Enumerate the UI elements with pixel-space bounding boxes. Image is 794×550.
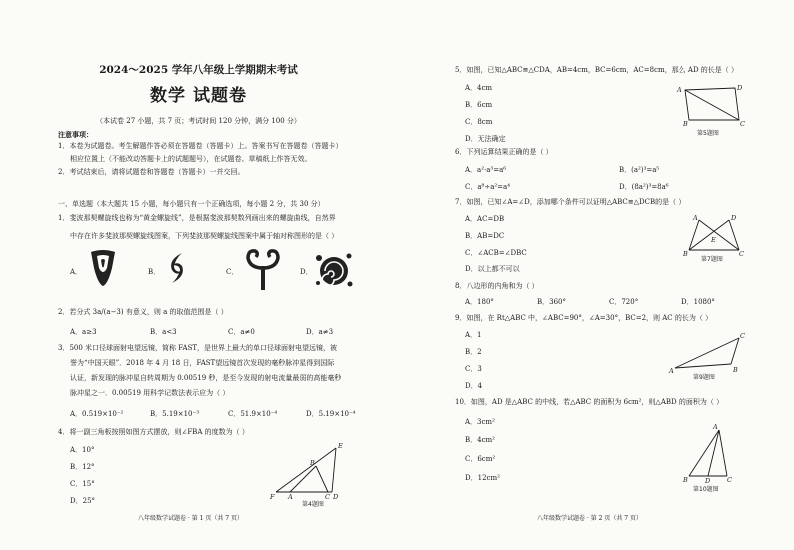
question-5-text: 5．如图，已知△ABC≌△CDA，AB=4cm，BC=6cm，AC=8cm，那么 AD 的长是（ ） — [455, 66, 739, 74]
point-label: D — [705, 477, 711, 485]
option-a: A．a²·a³=a⁶ — [465, 166, 507, 174]
point-label: C — [739, 250, 744, 258]
option-d: D．(8a²)³=8a⁶ — [619, 183, 669, 191]
option-a: A．AC=DB — [465, 215, 505, 223]
figure-caption: 第4题图 — [302, 501, 324, 508]
figure-q10 — [683, 424, 735, 486]
exam-title: 2024～2025 学年八年级上学期期末考试 — [99, 64, 298, 76]
figure-q9 — [669, 330, 749, 374]
option-c: C．3 — [465, 365, 482, 373]
option-c: C．a≠0 — [228, 328, 255, 336]
option-b: B．4cm² — [465, 436, 495, 444]
option-d: D． — [300, 268, 313, 276]
question-3-text: 3．500 米口径球面射电望远镜，简称 FAST，是世界上最大的单口径球面射电望远镜，被 — [58, 344, 338, 352]
option-a: A．4cm — [465, 84, 493, 92]
option-c: C．a⁸÷a²=a⁴ — [465, 183, 511, 191]
question-10-text: 10．如图，AD 是△ABC 的中线，若△ABC 的面积为 6cm²，则△ABD 的面积为（ ） — [455, 398, 724, 406]
point-label: A — [669, 367, 674, 375]
option-c: C． — [226, 268, 239, 276]
point-label: C — [727, 476, 732, 484]
point-label: A — [713, 423, 718, 431]
figure-caption: 第10题图 — [693, 486, 719, 493]
option-b: B．2 — [465, 348, 482, 356]
question-1-text: 中存在许多斐波那契螺旋线图案，下列斐波那契螺旋线图案中属于轴对称图形的是（ ） — [70, 232, 339, 240]
note-line: 相应位置上（不能改动答题卡上的试题题号），在试题卷、草稿纸上作答无效。 — [70, 155, 312, 163]
page-footer: 八年级数学试题卷 · 第 1 页（共 7 页） — [138, 515, 243, 522]
point-label: A — [288, 493, 293, 501]
question-2-text: 2．若分式 3a/(a−3) 有意义，则 a 的取值范围是（ ） — [58, 308, 228, 316]
option-d: D．12cm² — [465, 474, 500, 482]
question-3-text: 认证，新发现的脉冲星自转周期为 0.00519 秒，是至今发现的射电流量最弱的高能毫秒 — [70, 374, 342, 382]
point-label: A — [693, 214, 698, 222]
question-7-text: 7．如图，已知∠A=∠D，添加哪个条件可以证明△ABC≌△DCB的是（ ） — [455, 198, 686, 206]
option-d: D．4 — [465, 382, 483, 390]
option-c: C．∠ACB=∠DBC — [465, 249, 527, 257]
point-label: B — [683, 120, 688, 128]
option-a: A．a≥3 — [70, 328, 97, 336]
option-d: D．1080° — [681, 298, 715, 306]
subject-title: 数学 试题卷 — [150, 86, 247, 106]
option-d: D．a≠3 — [306, 328, 334, 336]
spiral-figure-d — [314, 250, 354, 290]
point-label: B — [683, 476, 688, 484]
question-9-text: 9．如图，在 Rt△ABC 中，∠ABC=90°，∠A=30°，BC=2，则 AC 的长为（ ） — [455, 314, 713, 322]
option-b: B．(a²)³=a⁵ — [619, 166, 660, 174]
option-b: B．5.19×10⁻³ — [150, 410, 200, 418]
option-a: A．10° — [70, 446, 95, 454]
figure-caption: 第9题图 — [693, 374, 715, 381]
question-3-text: 脉冲星之一．0.00519 用科学记数法表示应为（ ） — [70, 389, 230, 397]
notes-heading: 注意事项： — [58, 130, 93, 139]
section-heading: 一、单选题（本大题共 15 小题，每小题只有一个正确选项，每小题 2 分，共 30 分） — [58, 200, 325, 208]
figure-q4 — [270, 440, 350, 502]
page-footer: 八年级数学试题卷 · 第 2 页（共 7 页） — [537, 515, 642, 522]
option-c: C．6cm² — [465, 455, 496, 463]
point-label: C — [740, 332, 745, 340]
option-a: A．3cm² — [465, 418, 495, 426]
point-label: D — [737, 84, 743, 92]
figure-caption: 第5题图 — [697, 130, 719, 137]
spiral-figure-c — [240, 246, 286, 292]
option-c: C．51.9×10⁻⁴ — [228, 410, 278, 418]
point-label: C — [740, 120, 745, 128]
option-c: C．15° — [70, 480, 95, 488]
point-label: A — [677, 86, 682, 94]
option-b: B． — [148, 268, 161, 276]
question-8-text: 8．八边形的内角和为（ ） — [455, 282, 539, 290]
point-label: F — [270, 493, 275, 501]
option-d: D．无法确定 — [465, 135, 506, 143]
option-a: A．1 — [465, 331, 482, 339]
point-label: B — [683, 250, 688, 258]
note-line: 2．考试结束后，请将试题卷和答题卷（答题卡）一并交回。 — [58, 168, 245, 176]
spiral-figure-a — [86, 248, 120, 288]
figure-caption: 第7题图 — [701, 256, 723, 263]
note-line: 1．本卷为试题卷。考生解题作答必须在答题卷（答题卡）上。答案书写在答题卷（答题卡） — [58, 142, 343, 150]
point-label: D — [333, 493, 339, 501]
option-b: B．12° — [70, 463, 95, 471]
figure-q5 — [677, 82, 747, 126]
option-d: D．5.19×10⁻⁴ — [306, 410, 356, 418]
option-c: C．8cm — [465, 118, 493, 126]
option-c: C．720° — [609, 298, 639, 306]
point-label: D — [731, 214, 737, 222]
spiral-figure-b — [164, 250, 190, 286]
point-label: B — [310, 459, 315, 467]
point-label: B — [733, 366, 738, 374]
question-6-text: 6．下列运算结果正确的是（ ） — [455, 148, 553, 156]
option-a: A．180° — [465, 298, 494, 306]
exam-info: （本试卷 27 小题，共 7 页；考试时间 120 分钟，满分 100 分） — [96, 117, 301, 125]
question-3-text: 誉为“中国天眼”．2018 年 4 月 18 日，FAST望远镜首次发现的毫秒脉冲星得到国际 — [70, 359, 335, 367]
page-2 — [397, 0, 794, 550]
option-b: B．6cm — [465, 101, 493, 109]
option-a: A．0.519×10⁻² — [70, 410, 124, 418]
question-4-text: 4．将一副三角板按照如图方式摆放，则∠FBA 的度数为（ ） — [58, 428, 249, 436]
point-label: C — [325, 493, 330, 501]
point-label: E — [338, 442, 343, 450]
option-d: D．以上都不可以 — [465, 265, 520, 273]
option-b: B．AB=DC — [465, 232, 505, 240]
figure-q7 — [681, 214, 747, 258]
point-label: E — [711, 236, 716, 244]
question-1-text: 1．斐波那契螺旋线也称为“黄金螺旋线”，是根据斐波那契数列画出来的螺旋曲线，自然界 — [58, 214, 336, 222]
option-d: D．25° — [70, 497, 96, 505]
option-a: A． — [70, 268, 83, 276]
option-b: B．a<3 — [150, 328, 177, 336]
option-b: B．360° — [537, 298, 567, 306]
